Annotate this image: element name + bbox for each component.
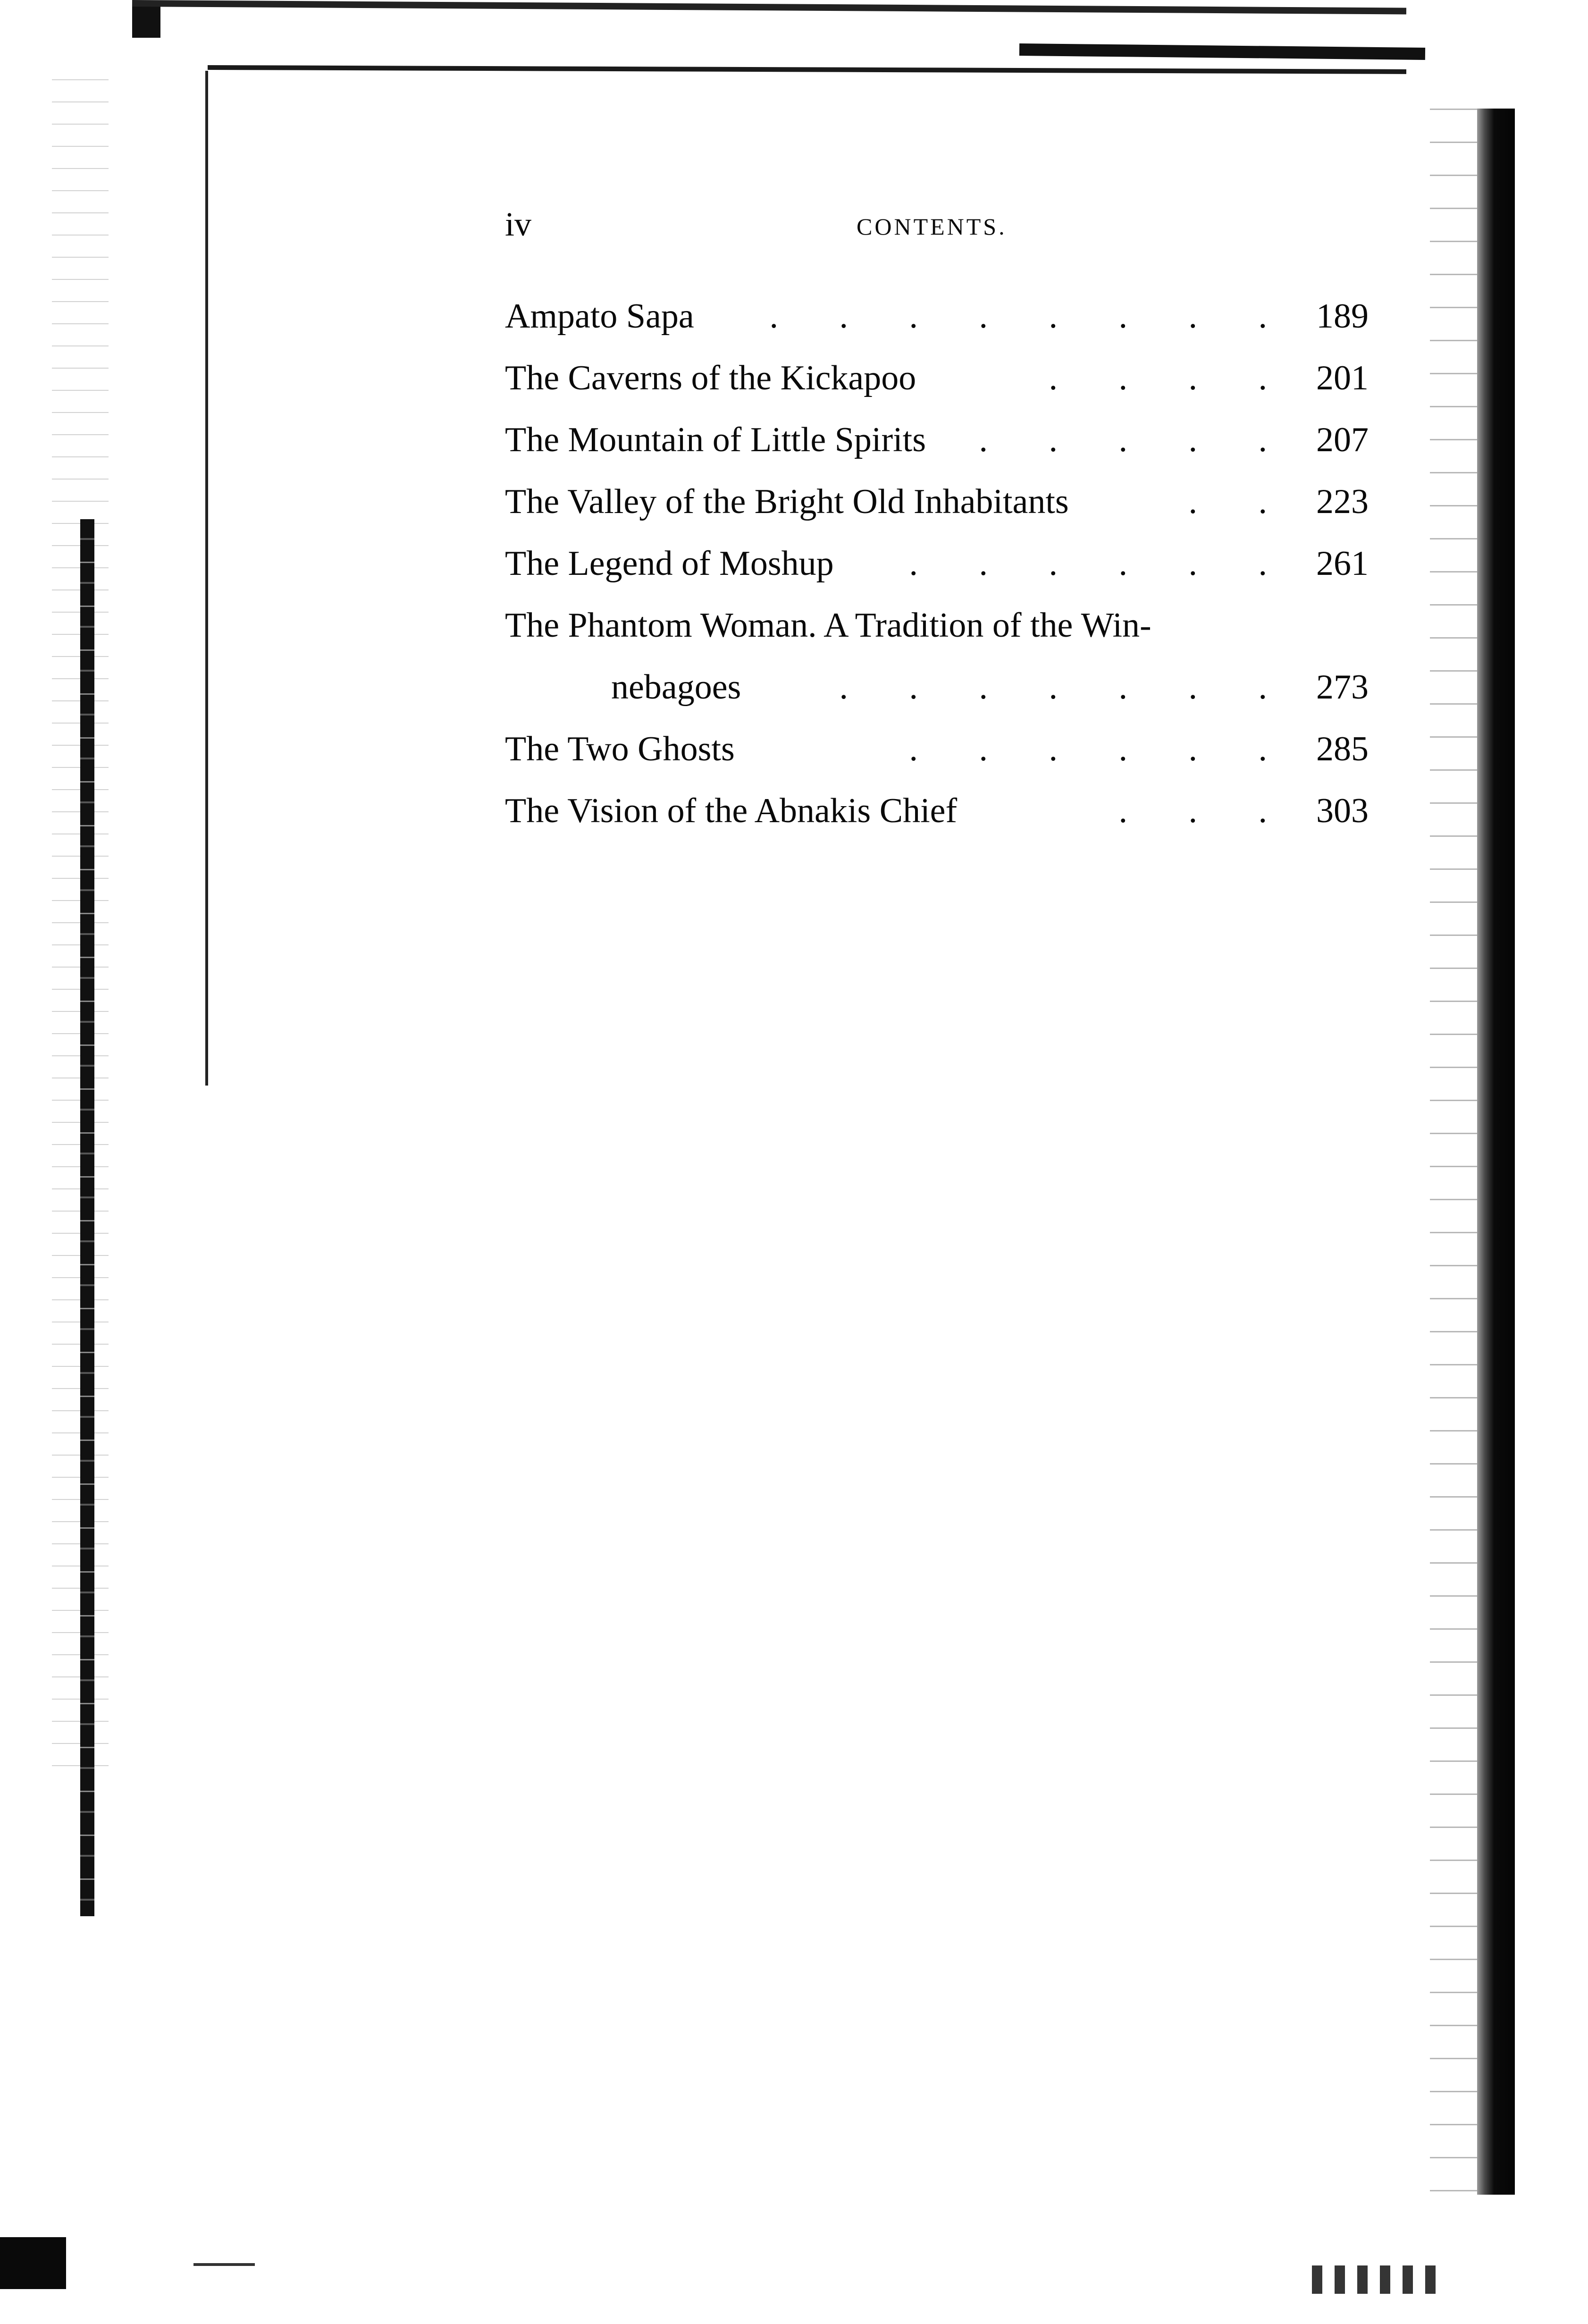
scan-artifact-top-right-rule — [1019, 43, 1425, 60]
scan-artifact-bottom-left — [0, 2237, 66, 2289]
toc-entry-title: The Mountain of Little Spirits — [505, 421, 926, 459]
toc-entry — [505, 780, 1369, 842]
page-header — [505, 203, 1369, 245]
page-number: iv — [505, 205, 532, 243]
toc-entry — [505, 286, 1369, 347]
toc-leader-dots: . . . . . . . . — [769, 297, 1267, 336]
toc-entry — [505, 718, 1369, 780]
scan-artifact-top-left — [132, 5, 160, 38]
scan-artifact-top-rule — [132, 0, 1406, 14]
toc-entry-title: The Two Ghosts — [505, 730, 735, 768]
toc-entry-title: The Phantom Woman. A Tradition of the Win- — [505, 606, 1151, 645]
toc-leader-dots: . . — [1188, 482, 1267, 521]
toc-entry-page: 207 — [1316, 421, 1369, 459]
toc-entry-page: 223 — [1316, 482, 1369, 521]
toc-entry — [505, 409, 1369, 471]
toc-leader-dots: . . . . . . — [909, 730, 1267, 768]
scan-artifact-right-speckle — [1430, 94, 1482, 2218]
scan-artifact-bottom-rule — [193, 2263, 255, 2266]
scan-artifact-right-edge — [1477, 109, 1515, 2195]
scan-artifact-bottom-right — [1312, 2265, 1439, 2294]
toc-entry — [505, 657, 1369, 718]
running-head: CONTENTS. — [857, 213, 1007, 240]
toc-leader-dots: . . . . . . . — [839, 668, 1267, 707]
table-of-contents — [505, 286, 1369, 842]
toc-entry-page: 303 — [1316, 792, 1369, 830]
scan-artifact-page-border — [208, 65, 1406, 74]
toc-entry — [505, 595, 1369, 657]
toc-entry-title: nebagoes — [611, 668, 741, 707]
scan-artifact-left-border — [205, 71, 208, 1086]
toc-leader-dots: . . . . . . — [909, 544, 1267, 583]
toc-entry-page: 261 — [1316, 544, 1369, 583]
toc-entry-page: 273 — [1316, 668, 1369, 707]
scan-artifact-left-binding — [80, 519, 94, 1916]
toc-leader-dots: . . . — [1118, 792, 1267, 830]
toc-entry — [505, 347, 1369, 409]
toc-entry-page: 189 — [1316, 297, 1369, 336]
toc-entry-title: Ampato Sapa — [505, 297, 694, 336]
toc-entry-title: The Vision of the Abnakis Chief — [505, 792, 958, 830]
toc-entry — [505, 471, 1369, 533]
toc-leader-dots: . . . . — [1049, 359, 1267, 397]
toc-entry-page: 201 — [1316, 359, 1369, 397]
toc-entry-page: 285 — [1316, 730, 1369, 768]
toc-entry-title: The Caverns of the Kickapoo — [505, 359, 916, 397]
toc-entry-title: The Legend of Moshup — [505, 544, 834, 583]
toc-entry — [505, 533, 1369, 595]
toc-leader-dots: . . . . . — [979, 421, 1267, 459]
toc-entry-title: The Valley of the Bright Old Inhabitants — [505, 482, 1069, 521]
